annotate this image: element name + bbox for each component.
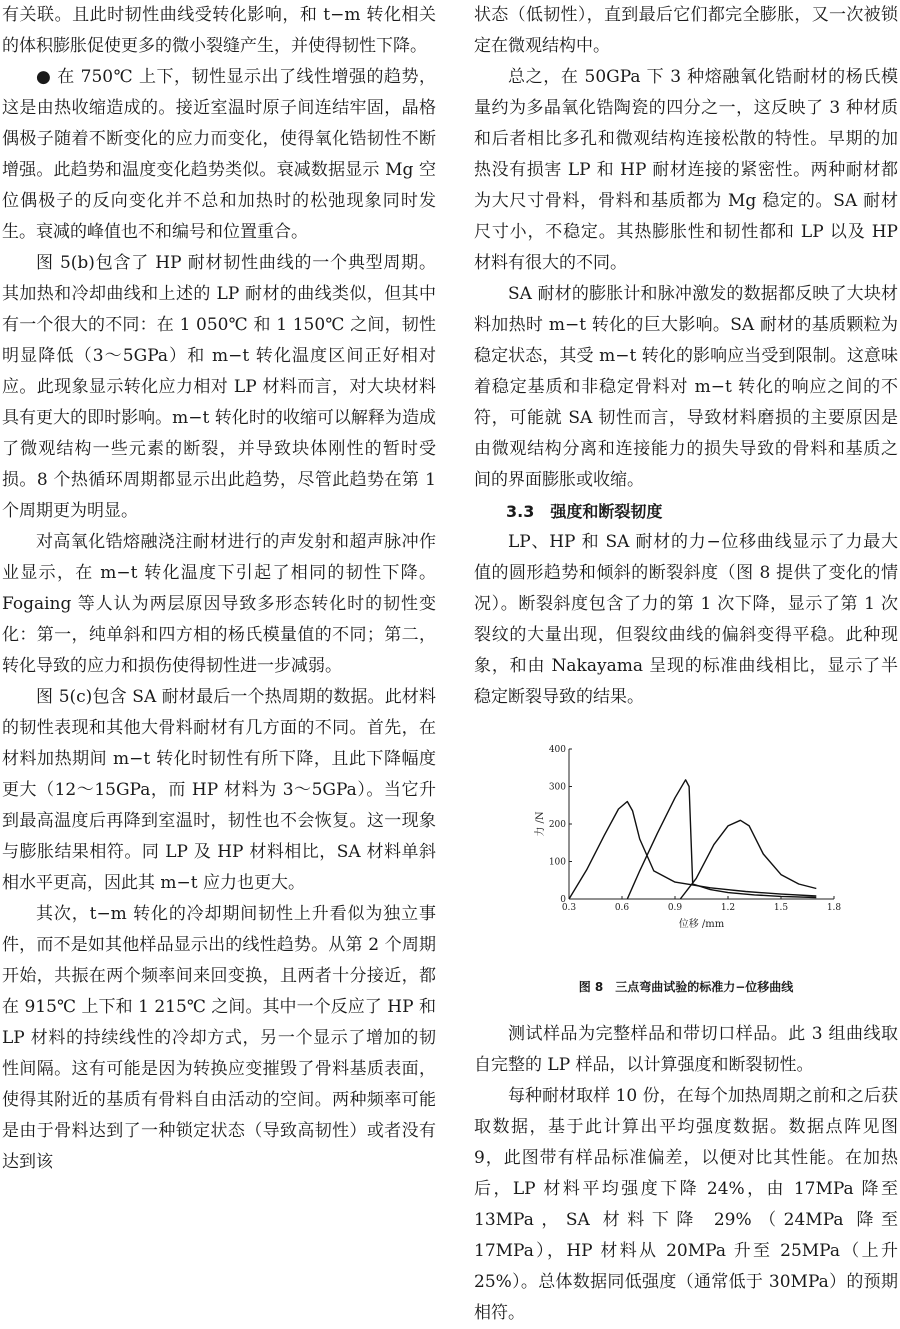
paragraph: SA 耐材的膨胀计和脉冲激发的数据都反映了大块材料加热时 m−t 转化的巨大影响。SA 耐材的基质颗粒为稳定状态，其受 m−t 转化的影响应当受到限制。这意味着稳定基质和非稳定骨料对 m−t 转化的响应之间的不符，可能就 SA 韧性而言，导致材料磨损的主要原因是由微观结构分离和连接能力的损失导致的骨料和基质之间的界面膨胀或收缩。 [474, 284, 898, 490]
paragraph: 对高氧化锆熔融浇注耐材进行的声发射和超声脉冲作业显示，在 m−t 转化温度下引起了相同的韧性下降。Fogaing 等人认为两层原因导致多形态转化时的韧性变化：第一，纯单斜和四方相的杨氏模量值的不同；第二，转化导致的应力和损伤使得韧性进一步减弱。 [2, 532, 436, 676]
series-line-2 [627, 780, 816, 899]
section-heading: 3.3 强度和断裂韧度 [506, 502, 663, 521]
figure-caption: 图 8 三点弯曲试验的标准力−位移曲线 [578, 980, 794, 994]
paragraph: 图 5(b)包含了 HP 耐材韧性曲线的一个典型周期。其加热和冷却曲线和上述的 LP 耐材的曲线类似，但其中有一个很大的不同：在 1 050℃ 和 1 150℃ 之间，韧性明显降低（3～5GPa）和 m−t 转化温度区间正好相对应。此现象显示转化应力相对 LP 材料而言，对大块材料具有更大的即时影响。m−t 转化时的收缩可以解释为造成了微观结构一些元素的断裂，并导致块体刚性的暂时受损。8 个热循环周期都显示出此趋势，尽管此趋势在第 1 个周期更为明显。 [2, 253, 436, 521]
paragraph: 其次，t−m 转化的冷却期间韧性上升看似为独立事件，而不是如其他样品显示出的线性趋势。从第 2 个周期开始，共振在两个频率间来回变换，且两者十分接近，都在 915℃ 上下和 1 215℃ 之间。其中一个反应了 HP 和 LP 材料的持续线性的冷却方式，另一个显示了增加的韧性间隔。这有可能是因为转换应变摧毁了骨料基质表面，使得其附近的基质有骨料自由活动的空间。两种频率可能是由于骨料达到了一种锁定状态（导致高韧性）或者没有达到该 [2, 904, 436, 1172]
x-tick-label: 0.3 [561, 903, 577, 913]
paragraph: ● 在 750℃ 上下，韧性显示出了线性增强的趋势，这是由热收缩造成的。接近室温时原子间连结牢固，晶格偶极子随着不断变化的应力而变化，使得氧化锆韧性不断增强。此趋势和温度变化趋势类似。衰减数据显示 Mg 空位偶极子的反向变化并不总和加热时的松弛现象同时发生。衰减的峰值也不和编号和位置重合。 [2, 67, 436, 242]
paragraph: 状态（低韧性），直到最后它们都完全膨胀，又一次被锁定在微观结构中。 [474, 5, 898, 56]
paragraph: 每种耐材取样 10 份，在每个加热周期之前和之后获取数据，基于此计算出平均强度数据。数据点阵见图 9，此图带有样品标准偏差，以便对比其性能。在加热后，LP 材料平均强度下降 24%，由 17MPa 降至 13MPa，SA 材料下降 29%（24MPa 降至 17MPa），HP 材料从 20MPa 升至 25MPa（上升 25%）。总体数据同低强度（通常低于 30MPa）的预期相符。 [474, 1086, 898, 1323]
x-tick-label: 1.2 [720, 903, 736, 913]
figure-8 [474, 727, 898, 981]
y-tick-label: 300 [548, 782, 566, 793]
x-tick-label: 0.6 [614, 903, 630, 913]
y-axis-label: 力 /N [535, 811, 546, 837]
paragraph: 图 5(c)包含 SA 耐材最后一个热周期的数据。此材料的韧性表现和其他大骨料耐材有几方面的不同。首先，在材料加热期间 m−t 转化时韧性有所下降，且此下降幅度更大（12～15GPa，而 HP 材料为 3～5GPa）。当它升到最高温度后再降到室温时，韧性也不会恢复。这一现象与膨胀结果相符。同 LP 及 HP 材料相比，SA 材料单斜相水平更高，因此其 m−t 应力也更大。 [2, 687, 436, 893]
y-tick-label: 100 [548, 857, 566, 868]
paragraph: LP、HP 和 SA 耐材的力−位移曲线显示了力最大值的圆形趋势和倾斜的断裂斜度（图 8 提供了变化的情况）。断裂斜度包含了力的第 1 次下降，显示了第 1 次裂纹的大量出现，但裂纹曲线的偏斜变得平稳。此种现象，和由 Nakayama 呈现的标准曲线相比，显示了半稳定断裂导致的结果。 [474, 532, 898, 707]
force-displacement-chart [474, 727, 898, 981]
chart-curves [569, 780, 816, 899]
right-column [474, 0, 898, 1329]
x-axis-label: 位移 /mm [678, 919, 725, 930]
x-tick-label: 0.9 [667, 903, 683, 913]
paragraph: 有关联。且此时韧性曲线受转化影响，和 t−m 转化相关的体积膨胀促使更多的微小裂缝产生，并使得韧性下降。 [2, 5, 436, 56]
x-tick-label: 1.5 [773, 903, 789, 913]
y-tick-label: 200 [548, 820, 566, 830]
paragraph: 测试样品为完整样品和带切口样品。此 3 组曲线取自完整的 LP 样品，以计算强度和断裂韧性。 [474, 1024, 898, 1075]
y-tick-label: 0 [560, 895, 566, 905]
left-column [2, 0, 436, 1178]
paragraph: 总之，在 50GPa 下 3 种熔融氧化锆耐材的杨氏模量约为多晶氧化锆陶瓷的四分之一，这反映了 3 种材质和后者相比多孔和微观结构连接松散的特性。早期的加热没有损害 LP 和 HP 耐材连接的紧密性。两种耐材都为大尺寸骨料，骨料和基质都为 Mg 稳定的。SA 耐材尺寸小，不稳定。其热膨胀性和韧性都和 LP 以及 HP 材料有很大的不同。 [474, 67, 898, 273]
x-tick-label: 1.8 [826, 903, 842, 913]
chart-axes [549, 745, 842, 913]
y-tick-label: 400 [548, 745, 566, 755]
